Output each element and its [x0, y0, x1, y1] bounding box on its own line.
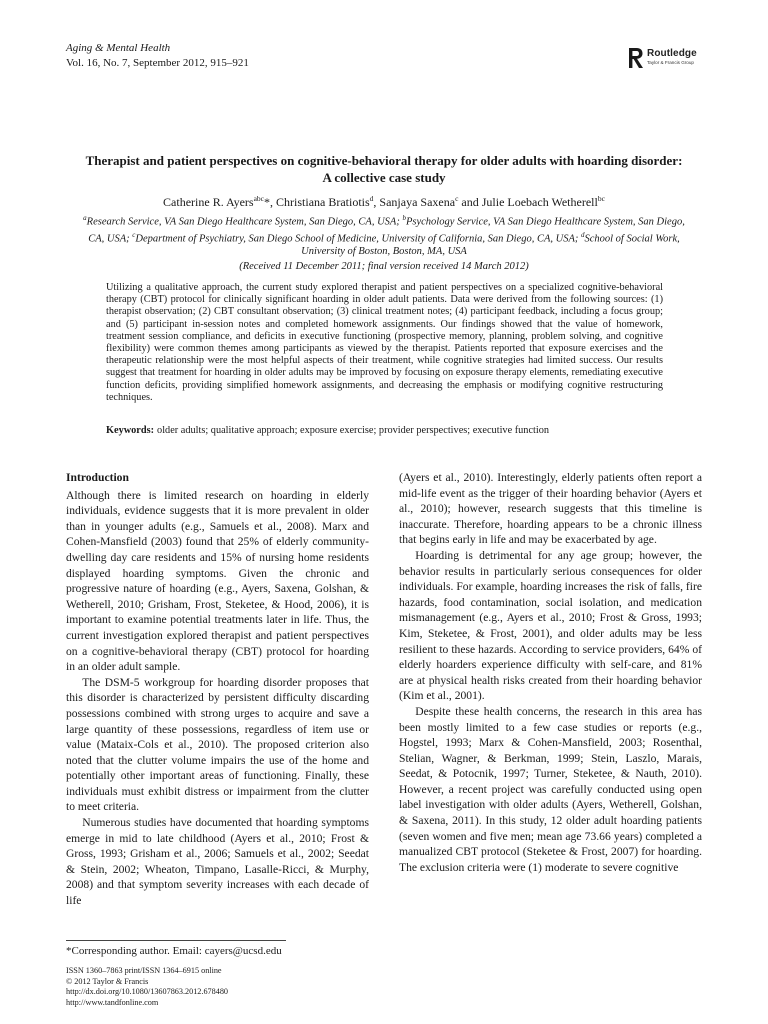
- keywords-text: older adults; qualitative approach; exposure exercise; provider perspectives; executive function: [157, 425, 550, 436]
- author-affil-mark: bc: [597, 194, 605, 203]
- footnote-divider: [66, 940, 286, 941]
- affil-mark: d: [580, 231, 585, 240]
- received-dates: (Received 11 December 2011; final version received 14 March 2012): [239, 261, 529, 272]
- abstract: Utilizing a qualitative approach, the current study explored therapist and patient perspectives on a specialized cognitive-behavioral therapy (CBT) protocol for clinically significant hoarding in older adult patients. Data were derived from the following sources: (1) therapist observation; (2) CBT consultant observation; (3) clinical treatment notes; (4) participant feedback, including a focus group; and (5) participant in-session notes and completed homework assignments. Our findings showed that the value of homework, treatment session compliance, and deficits in executive functioning (prospective memory, planning, problem solving, and cognitive flexibility) were common themes among participants as viewed by the therapist. Patients reported that exposure exercises and the therapeutic relationship were the most helpful aspects of their treatment, while cognitive strategies had limited success. Our results suggest that treatment for hoarding in older adults may be improved by focusing on exposure therapy elements, remediating executive function deficits, providing simplified homework assignments, and decreasing the emphasis or modifying cognitive restructuring techniques.: [106, 282, 663, 403]
- affil-mark: b: [402, 214, 406, 222]
- body-paragraph: Hoarding is detrimental for any age group; however, the behavior results in particularly serious consequences for older individuals. For example, hoarding increases the risk of falls, fire hazards, food contamination, social isolation, and medication mismanagement (e.g., Ayers et al., 2010; Frost & Gross, 1993; Kim, Steketee, & Frost, 2001), and older adults may be less resilient to these hazards. According to service providers, 64% of elderly hoarders experience difficulty with self-care, and 81% are at physical health risks created from their hoarding behavior (Kim et al., 2001).: [399, 548, 702, 703]
- right-column: [399, 470, 702, 875]
- author-affil-mark: abc: [253, 194, 265, 203]
- doi-link[interactable]: http://dx.doi.org/10.1080/13607863.2012.678480: [66, 987, 229, 996]
- publisher-subtitle: Taylor & Francis Group: [647, 60, 694, 65]
- left-column: [66, 470, 369, 909]
- author-list: Catherine R. Ayers$^{abc}$*, Christiana Bratiotis$^d$, Sanjaya Saxena$^c$ and Julie Loebach Wetherell$^{bc}$: [163, 194, 605, 209]
- affil-text: Psychology Service, VA San Diego Healthcare System, San Diego, CA, USA;: [88, 216, 685, 245]
- affil-text: School of Social Work, University of Boston, Boston, MA, USA: [301, 233, 680, 258]
- affil-mark: a: [83, 214, 87, 222]
- journal-header: [66, 41, 249, 70]
- routledge-r-icon: [628, 47, 644, 69]
- author-affil-mark: d: [369, 194, 374, 203]
- journal-url[interactable]: http://www.tandfonline.com: [66, 997, 159, 1007]
- corresponding-mark: *: [264, 195, 271, 209]
- author-name: Catherine R. Ayers: [163, 195, 254, 209]
- author-name: Christiana Bratiotis: [276, 195, 370, 209]
- copyright: © 2012 Taylor & Francis: [66, 976, 149, 986]
- author-affil-mark: c: [455, 194, 459, 203]
- affil-text: Research Service, VA San Diego Healthcare System, San Diego, CA, USA;: [86, 216, 400, 228]
- publisher-name: Routledge: [647, 48, 697, 59]
- issn: ISSN 1360–7863 print/ISSN 1364–6915 online: [66, 966, 222, 975]
- keywords: [106, 425, 663, 437]
- publication-info: [66, 966, 228, 1008]
- body-paragraph: Although there is limited research on hoarding in elderly individuals, evidence suggests that it is more prevalent in older than in younger adults (e.g., Samuels et al., 2008). Marx and Cohen-Mansfield (2003) found that 25% of elderly community-dwelling day care residents and 15% of nursing home residents displayed hoarding symptoms. Given the chronic and progressive nature of hoarding (e.g., Ayers, Saxena, Golshan, & Wetherell, 2010; Grisham, Frost, Steketee, & Hood, 2006), it is important to examine potential treatments later in life. Thus, the current investigation explored therapist and patient perspectives on a cognitive-behavioral therapy (CBT) protocol for hoarding in an older adult sample.: [66, 488, 369, 674]
- author-name: Julie Loebach Wetherell: [481, 195, 598, 209]
- body-paragraph: The DSM-5 workgroup for hoarding disorder proposes that this disorder is characterized by persistent difficulty discarding possessions combined with strong urges to acquire and save a large quantity of these possessions, regardless of item use or value (Mataix-Cols et al., 2010). The proposed criterion also noted that the clutter volume impairs the use of the home and potentially other important areas of functioning. Finally, these individuals must exhibit distress or impairment from the clutter to meet criteria.: [66, 675, 369, 814]
- body-paragraph: (Ayers et al., 2010). Interestingly, elderly patients often report a mid-life event as the trigger of their hoarding behavior (Ayers et al., 2010); however, research suggests that this timeline is inaccurate. Therefore, hoarding appears to be a chronic illness that begins early in life and may be exacerbated by age.: [399, 471, 702, 547]
- corresponding-author: *Corresponding author. Email: cayers@ucsd.edu: [66, 945, 282, 957]
- journal-volume: Vol. 16, No. 7, September 2012, 915–921: [66, 56, 249, 69]
- affil-mark: c: [132, 231, 136, 240]
- article-title: Therapist and patient perspectives on cognitive-behavioral therapy for older adults with hoarding disorder: A collective case study: [85, 153, 683, 185]
- author-name: Sanjaya Saxena: [379, 195, 456, 209]
- affil-text: Department of Psychiatry, San Diego School of Medicine, University of California, San Diego, CA, USA;: [135, 233, 579, 245]
- keywords-label: Keywords:: [106, 425, 155, 436]
- journal-name: Aging & Mental Health: [66, 42, 171, 54]
- body-paragraph: Despite these health concerns, the research in this area has been mostly limited to a few case studies or reports (e.g., Hogstel, 1993; Marx & Cohen-Mansfield, 2003; Rosenthal, Stelian, Wagner, & Berkman, 1999; Stein, Laszlo, Marais, Seedat, & Potocnik, 1997; Turner, Steketee, & Nauth, 2010). However, a recent project was carefully conducted using open label investigation with older adults (Ayers, Wetherell, Golshan, & Saxena, 2011). In this study, 12 older adult hoarding patients (seven women and five men; mean age 73.66 years) completed a manualized CBT protocol (Steketee & Frost, 2007) for hoarding. The exclusion criteria were (1) moderate to severe cognitive: [399, 704, 702, 874]
- section-heading-introduction: Introduction: [66, 471, 129, 484]
- affiliations: [80, 212, 688, 259]
- body-paragraph: Numerous studies have documented that hoarding symptoms emerge in mid to late childhood (Ayers et al., 2010; Frost & Gross, 1993; Grisham et al., 2006; Samuels et al., 2002; Seedat & Stein, 2002; Wheaton, Timpano, Lasalle-Ricci, & Murphy, 2008) and that symptom severity increases with each decade of life: [66, 816, 369, 908]
